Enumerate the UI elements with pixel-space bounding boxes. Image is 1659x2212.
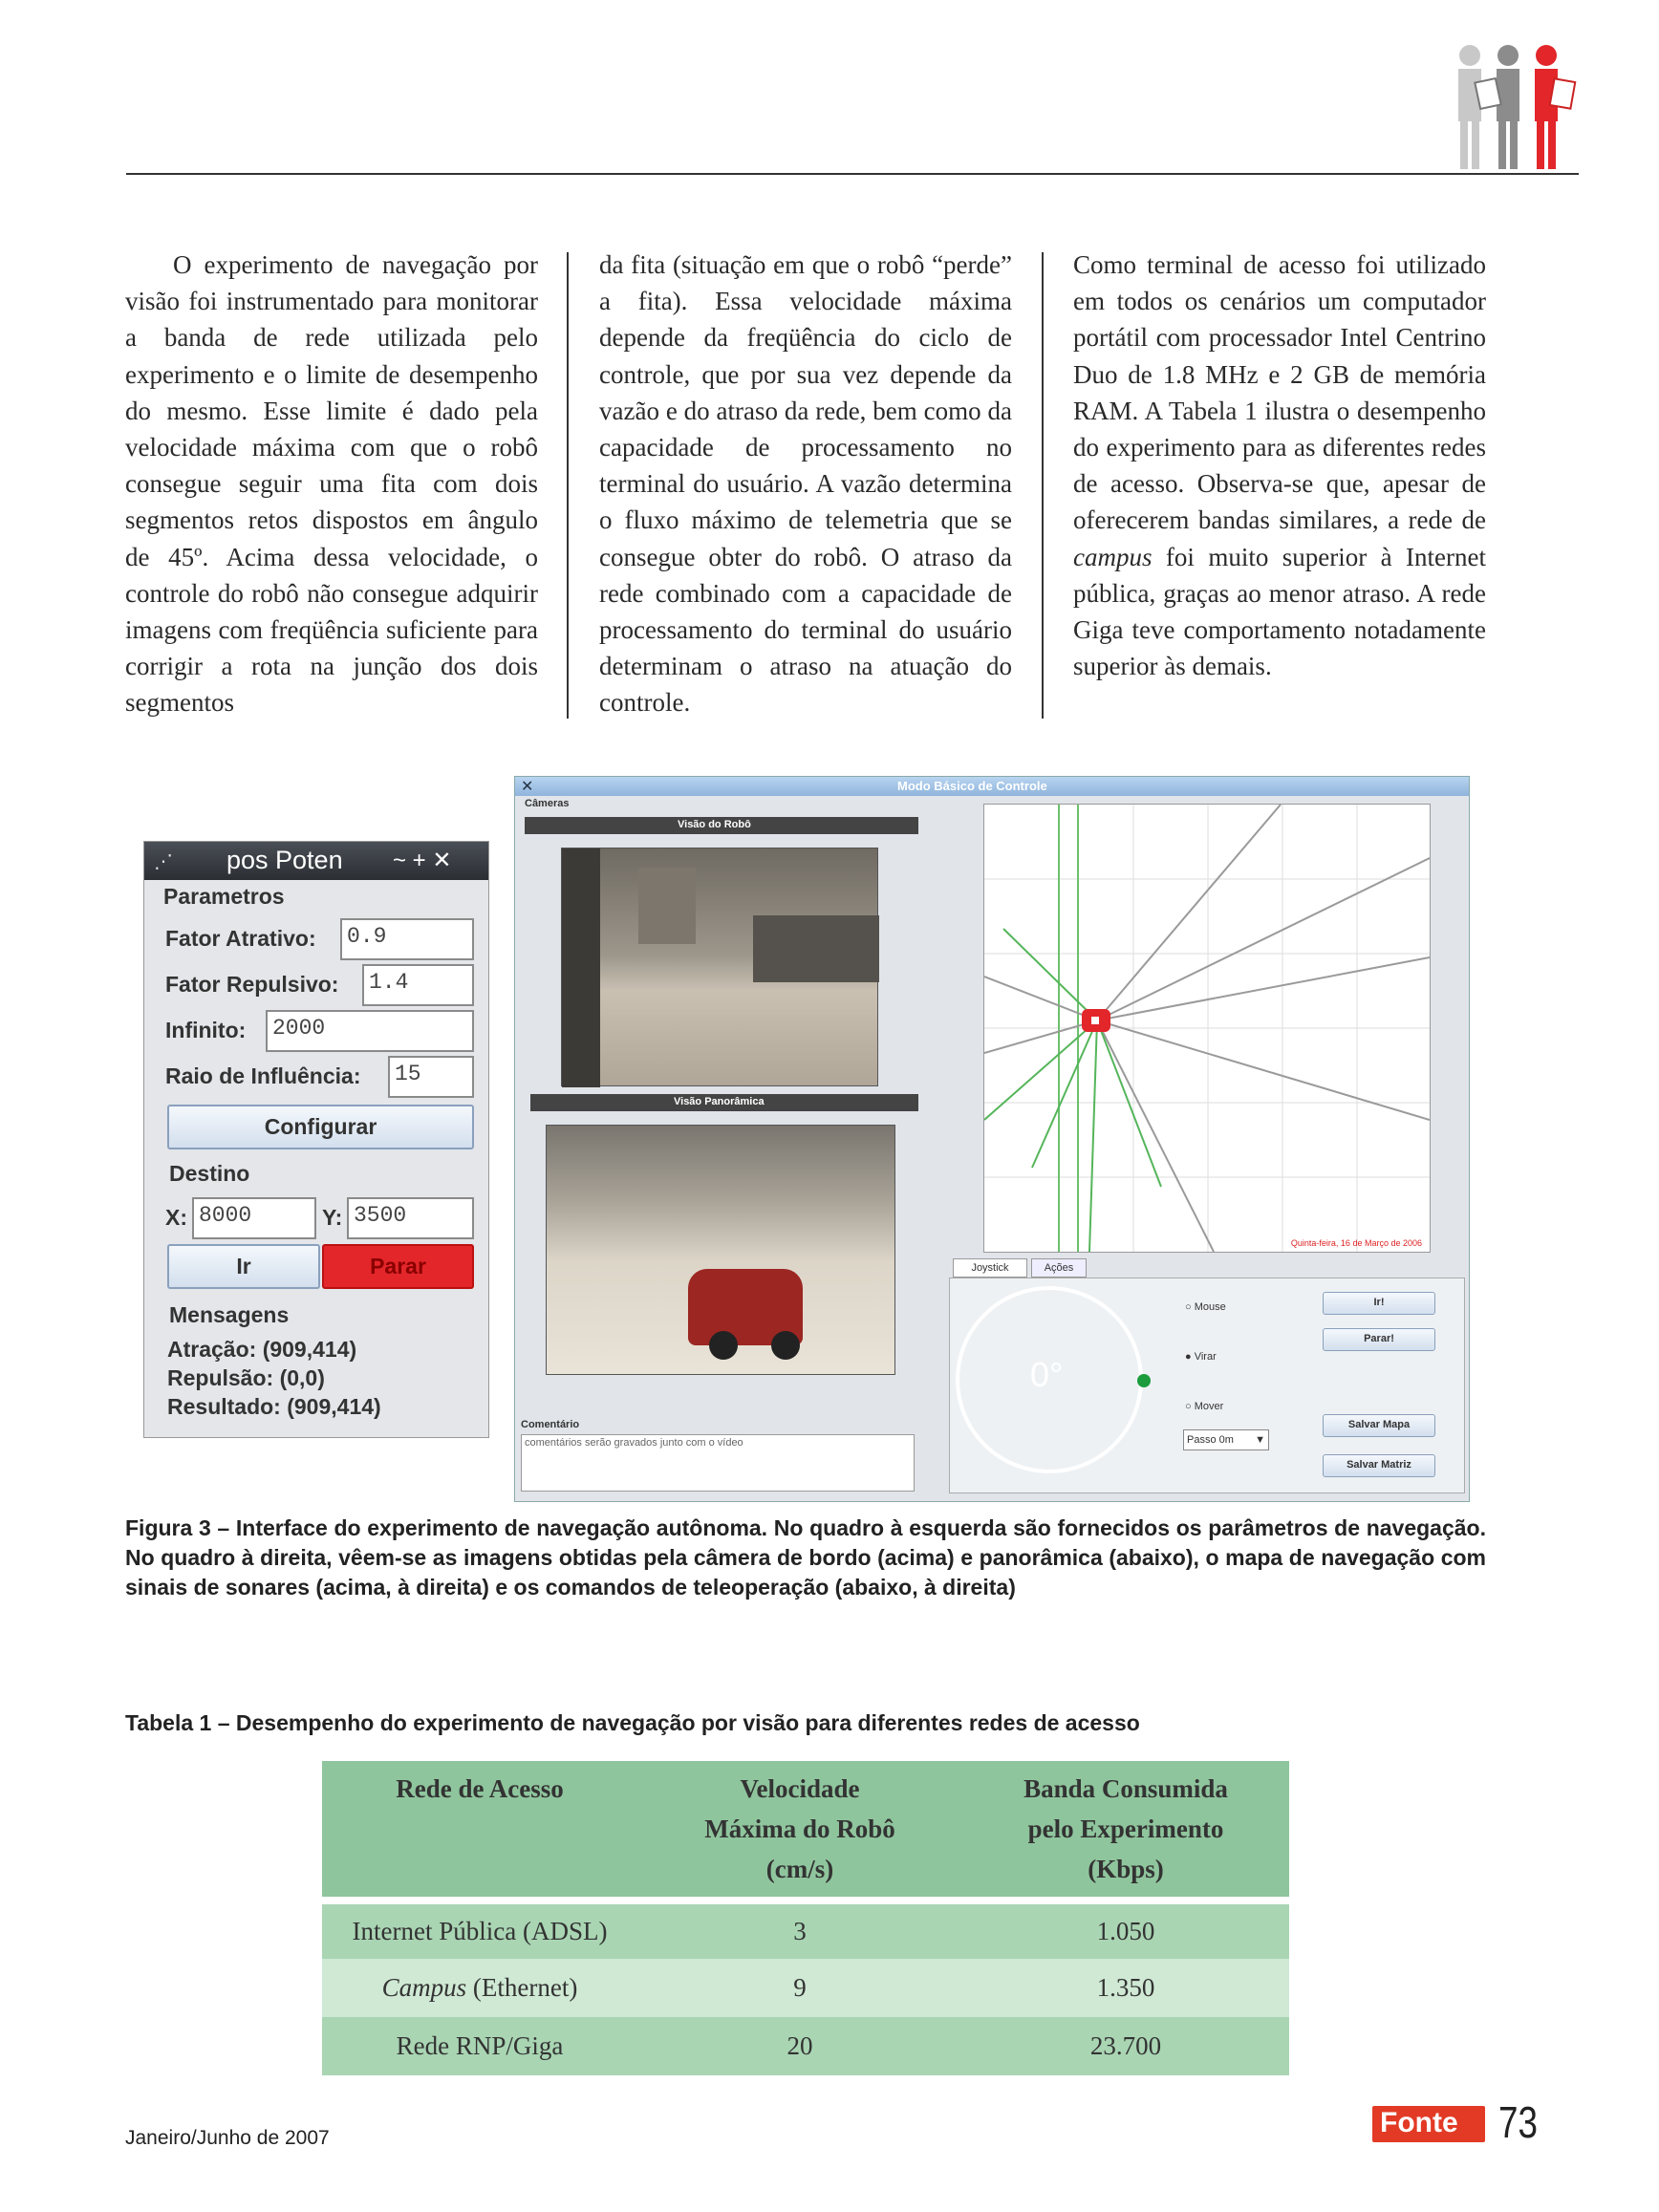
message-repulsion: Repulsão: (0,0) [167,1365,325,1390]
joystick-panel [949,1278,1465,1493]
robot-camera-image [561,848,878,1086]
y-label: Y: [322,1205,343,1230]
table-row: Campus (Ethernet) 9 1.350 [322,1959,1289,2017]
configurar-button[interactable]: Configurar [167,1105,474,1149]
radio-mover[interactable]: ○ Mover [1185,1401,1224,1412]
message-result: Resultado: (909,414) [167,1394,381,1419]
y-input[interactable]: 3500 [347,1197,474,1239]
map-date: Quinta-feira, 16 de Março de 2006 [1290,1238,1422,1248]
column-divider [1042,252,1044,719]
passo-select[interactable]: Passo 0m ▼ [1183,1429,1269,1450]
section-mensagens: Mensagens [169,1302,290,1327]
control-titlebar [515,777,1469,796]
tab-joystick[interactable]: Joystick [953,1258,1027,1278]
section-destino: Destino [169,1161,250,1186]
header-velocidade: Velocidade Máxima do Robô (cm/s) [637,1761,962,1901]
raio-input[interactable]: 15 [388,1056,474,1098]
text-column-2: da fita (situação em que o robô “perde” a fita). Essa velocidade máxima depende da freqüência do ciclo de controle, que por sua vez depende da vazão e do atraso da rede, bem como da capacidade de processamento no terminal do usuário. A vazão determina o fluxo máximo de telemetria que se consegue obter do robô. O atraso da rede combinado com a capacidade de processamento do terminal do usuário determinam o atraso na atuação do controle. [599,250,1012,718]
control-window [514,776,1470,1502]
radio-mouse[interactable]: ○ Mouse [1185,1301,1226,1313]
window-titlebar [144,842,488,880]
panoramic-camera-image [546,1125,895,1375]
section-params: Parametros [163,884,285,909]
table-header-row [322,1761,1289,1901]
parar-button[interactable]: Parar [322,1244,474,1289]
table-caption: Tabela 1 – Desempenho do experimento de navegação por visão para diferentes redes de acesso [125,1710,1140,1735]
x-input[interactable]: 8000 [192,1197,316,1239]
message-attraction: Atração: (909,414) [167,1337,357,1362]
window-controls[interactable]: ~ + ✕ [393,848,452,873]
close-icon[interactable]: ✕ [521,779,534,795]
results-table [322,1761,1289,2075]
ir-joystick-button[interactable]: Ir! [1323,1292,1435,1315]
column-divider [567,252,569,719]
potential-fields-window [143,841,489,1438]
fator-atrativo-input[interactable]: 0.9 [340,918,474,960]
window-menu-icon[interactable]: ⋰ [154,851,173,872]
parar-joystick-button[interactable]: Parar! [1323,1328,1435,1351]
fator-repulsivo-input[interactable]: 1.4 [362,964,474,1006]
panoramic-view-header: Visão Panorâmica [530,1094,918,1111]
fator-atrativo-label: Fator Atrativo: [165,926,316,951]
salvar-mapa-button[interactable]: Salvar Mapa [1323,1414,1435,1437]
infinito-label: Infinito: [165,1018,247,1042]
text-column-3: Como terminal de acesso foi utilizado em todos os cenários um computador portátil com processador Intel Centrino Duo de 1.8 MHz e 2 GB de memória RAM. A Tabela 1 ilustra o desempenho do experimento para as diferentes redes de acesso. Observa-se que, apesar de oferecerem bandas similares, a rede de campus foi muito superior à Internet pública, graças ao menor atraso. A rede Giga teve comportamento notadamente superior às demais. [1073,250,1486,681]
joystick-knob-icon[interactable] [1137,1374,1151,1387]
person-icon [1458,45,1481,169]
footer-date: Janeiro/Junho de 2007 [125,2127,330,2149]
comment-textarea[interactable]: comentários serão gravados junto com o vídeo [521,1434,915,1492]
tab-acoes[interactable]: Ações [1031,1258,1087,1278]
text-column-1: O experimento de navegação por visão foi instrumentado para monitorar a banda de rede utilizada pelo experimento e o limite de desempenho do mesmo. Esse limite é dado pela velocidade máxima com que o robô consegue seguir uma fita com dois segmentos retos dispostos em ângulo de 45º. Acima dessa velocidade, o controle do robô não consegue adquirir imagens com freqüência suficiente para corrigir a rota na junção dos dois segmentos [125,250,538,718]
brand-logo: Fonte [1372,2106,1485,2142]
header-logo [1449,42,1583,176]
header-rede: Rede de Acesso [322,1761,637,1901]
table-row: Internet Pública (ADSL) 3 1.050 [322,1901,1289,1959]
window-title: pos Poten [226,846,343,874]
robot-view-header: Visão do Robô [525,817,918,834]
radio-virar[interactable]: ● Virar [1185,1351,1217,1363]
infinito-input[interactable]: 2000 [266,1010,474,1052]
comentario-label: Comentário [521,1419,580,1430]
ir-button[interactable]: Ir [167,1244,320,1289]
navigation-map [983,804,1431,1253]
header-rule [126,173,1579,175]
page-number: 73 [1498,2097,1538,2147]
control-title: Modo Básico de Controle [897,779,1047,793]
raio-label: Raio de Influência: [165,1063,361,1088]
angle-readout: 0° [1030,1355,1064,1394]
cameras-label: Câmeras [525,798,570,809]
figure-caption: Figura 3 – Interface do experimento de navegação autônoma. No quadro à esquerda são fornecidos os parâmetros de navegação. No quadro à direita, vêem-se as imagens obtidas pela câmera de bordo (acima) e panorâmica (abaixo), o mapa de navegação com sinais de sonares (acima, à direita) e os comandos de teleoperação (abaixo, à direita) [125,1515,1486,1600]
fator-repulsivo-label: Fator Repulsivo: [165,972,339,997]
x-label: X: [165,1205,187,1230]
salvar-matriz-button[interactable]: Salvar Matriz [1323,1454,1435,1477]
table-row: Rede RNP/Giga 20 23.700 [322,2017,1289,2075]
chevron-down-icon: ▼ [1255,1434,1265,1446]
header-banda: Banda Consumida pelo Experimento (Kbps) [962,1761,1289,1901]
